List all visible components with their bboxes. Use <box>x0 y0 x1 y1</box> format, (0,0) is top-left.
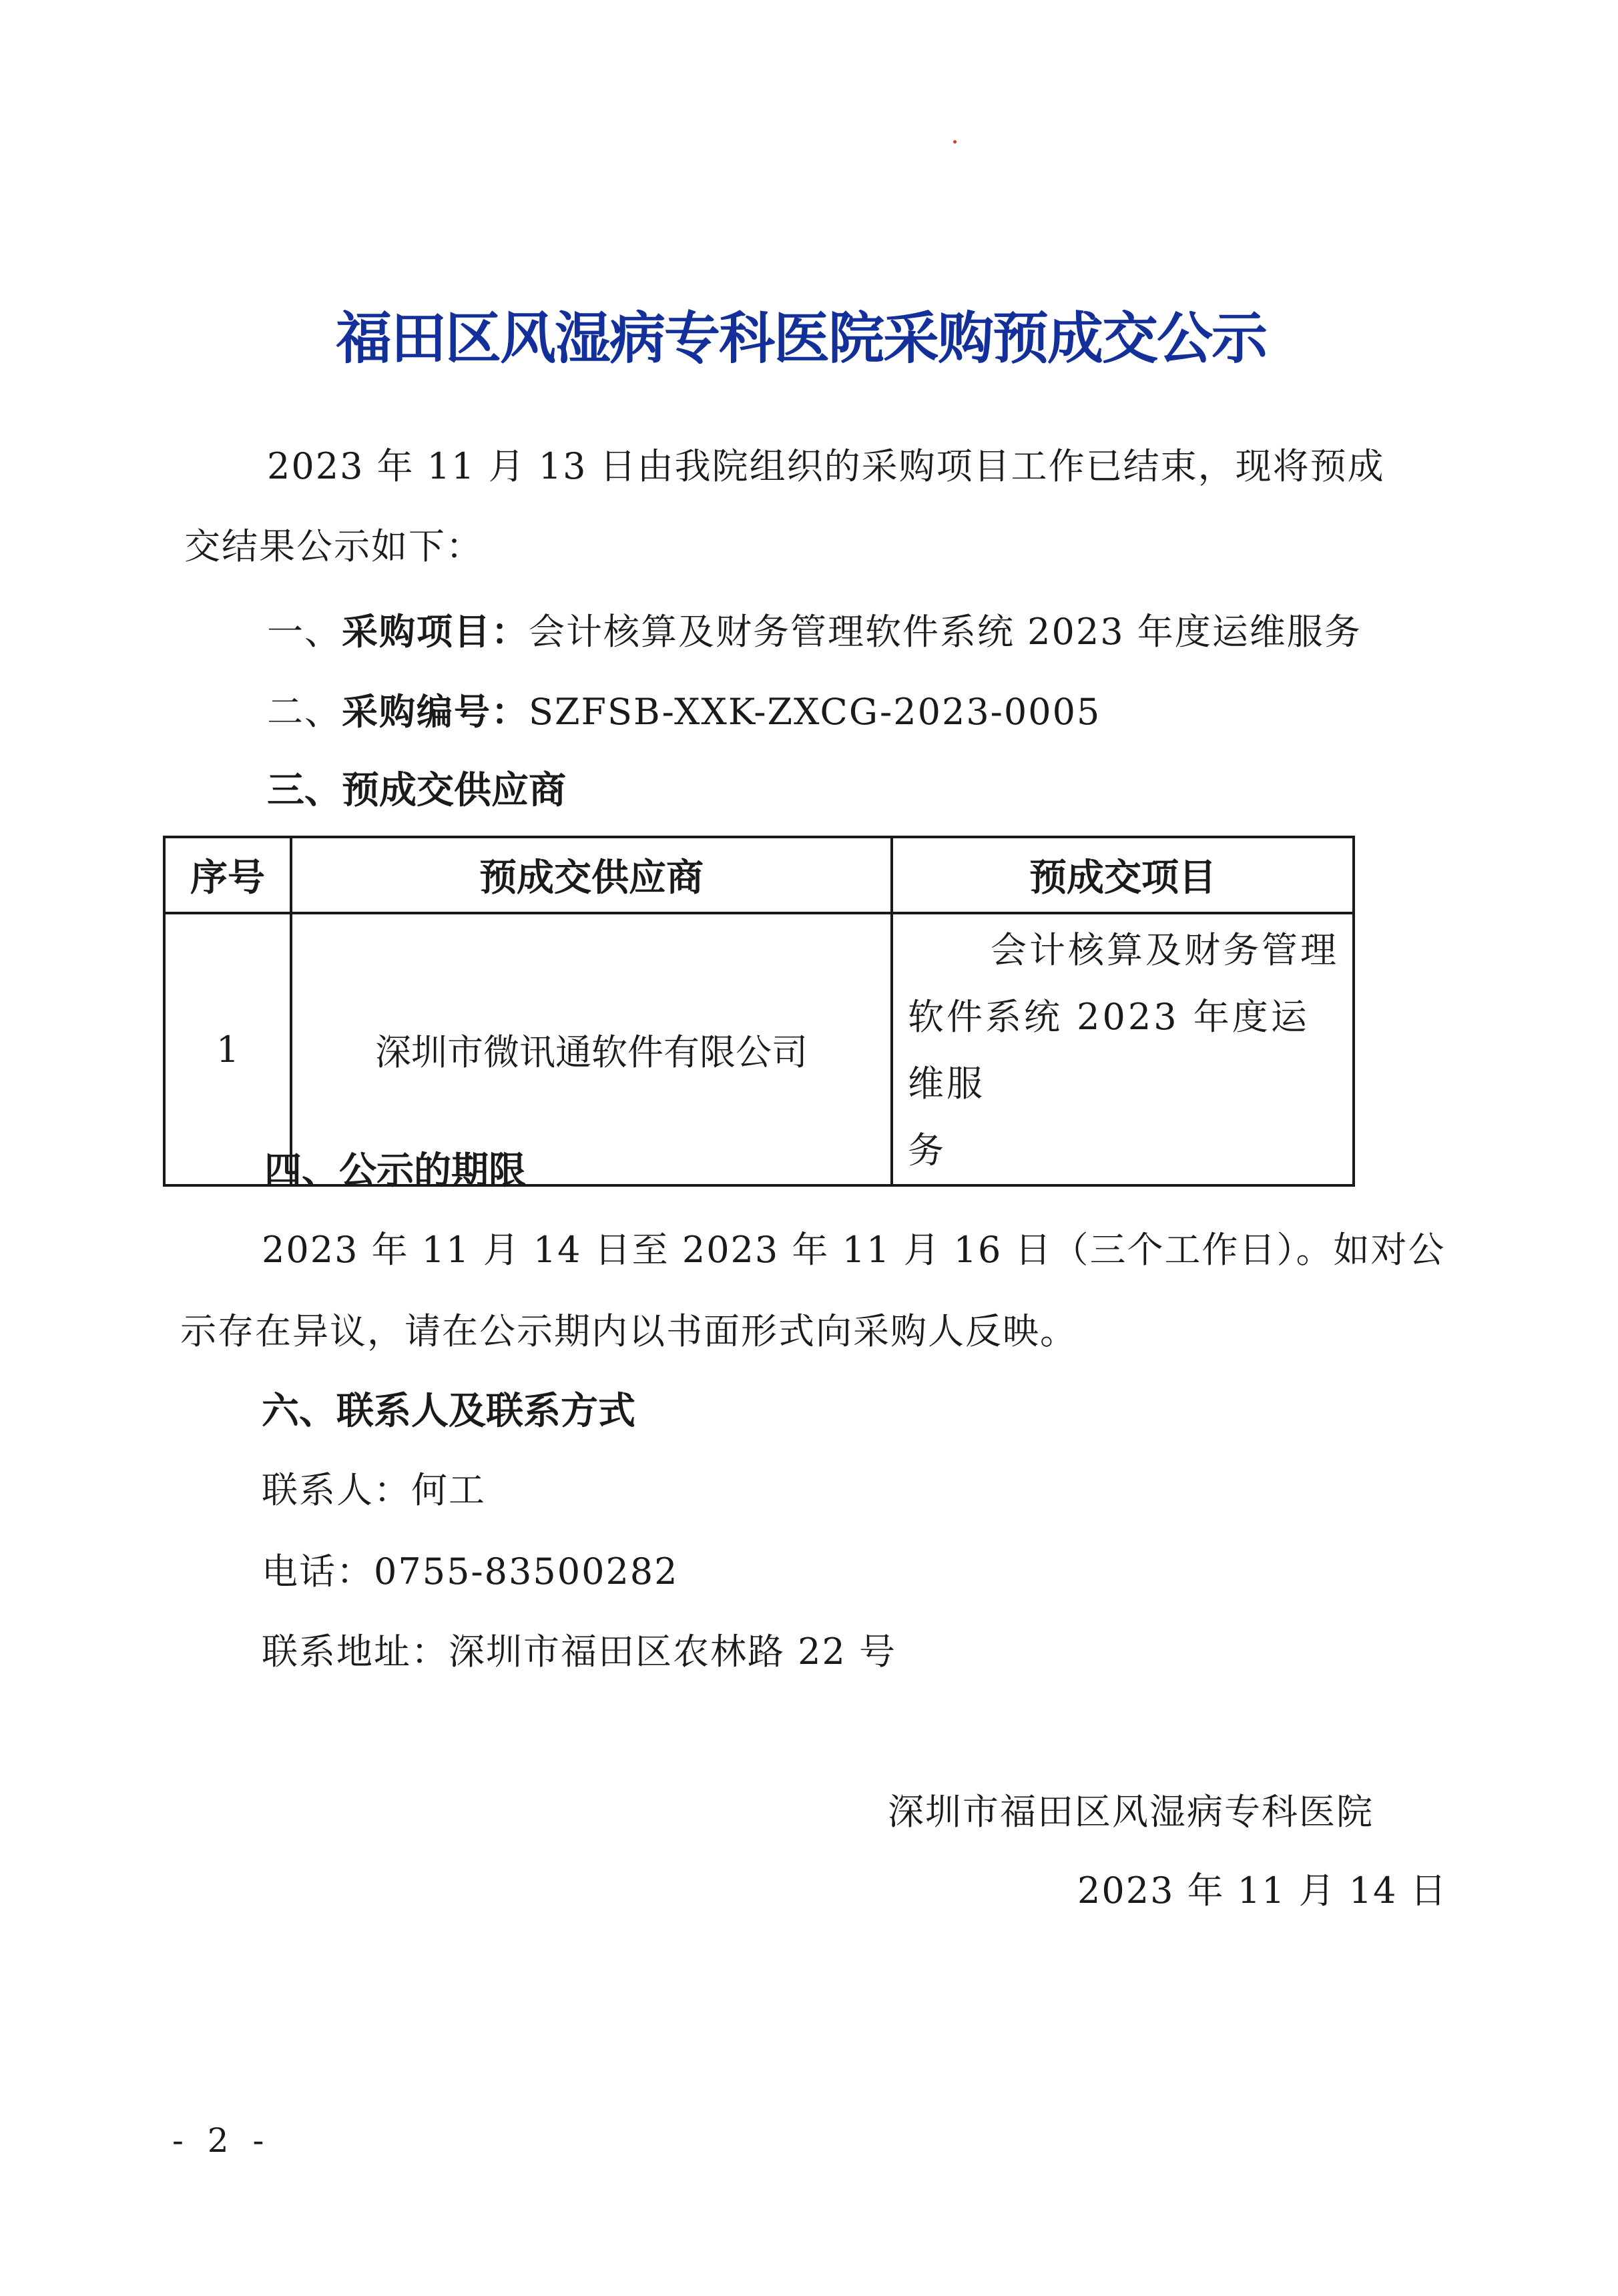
page-title: 福田区风湿病专科医院采购预成交公示 <box>335 306 1266 371</box>
intro-line-2: 交结果公示如下： <box>184 525 483 567</box>
signature-org: 深圳市福田区风湿病专科医院 <box>888 1791 1374 1833</box>
period-line-1: 2023 年 11 月 14 日至 2023 年 11 月 16 日（三个工作日）。如对公 <box>262 1229 1446 1271</box>
contact-phone: 电话：0755-83500282 <box>262 1550 679 1593</box>
header-no: 序号 <box>164 837 291 913</box>
intro-line-1: 2023 年 11 月 13 日由我院组织的采购项目工作已结束，现将预成 <box>267 445 1385 487</box>
contact-person: 联系人：何工 <box>262 1469 486 1511</box>
item2-value: SZFSB-XXK-ZXCG-2023-0005 <box>529 691 1101 733</box>
section-6-heading: 六、联系人及联系方式 <box>262 1390 635 1433</box>
header-supplier: 预成交供应商 <box>291 837 892 913</box>
header-project: 预成交项目 <box>892 837 1354 913</box>
row-supplier: 深圳市微讯通软件有限公司 <box>291 913 892 1185</box>
period-line-2: 示存在异议，请在公示期内以书面形式向采购人反映。 <box>180 1310 1077 1352</box>
signature-date: 2023 年 11 月 14 日 <box>1077 1870 1448 1912</box>
contact-address: 联系地址：深圳市福田区农林路 22 号 <box>262 1631 897 1673</box>
row-no: 1 <box>164 913 291 1185</box>
item2-prefix: 二、 <box>267 691 342 733</box>
item1-label: 采购项目： <box>342 611 529 653</box>
page-number: - 2 - <box>172 2121 271 2160</box>
item2-label: 采购编号： <box>342 691 529 733</box>
table-header-row <box>164 837 1354 913</box>
supplier-table <box>163 836 1355 1187</box>
project-line-1: 会计核算及财务管理 <box>991 929 1339 971</box>
section-3-heading: 三、预成交供应商 <box>267 769 566 812</box>
item-procurement-number <box>267 683 1101 735</box>
item1-prefix: 一、 <box>267 611 342 653</box>
section-4-heading: 四、公示的期限 <box>264 1149 526 1193</box>
item1-value: 会计核算及财务管理软件系统 2023 年度运维服务 <box>529 611 1362 653</box>
row-project <box>892 913 1354 1185</box>
item-procurement-project <box>267 603 1362 655</box>
project-line-2: 软件系统 2023 年度运维服 <box>908 996 1310 1105</box>
red-mark <box>953 140 957 144</box>
project-line-3: 务 <box>908 1129 947 1171</box>
